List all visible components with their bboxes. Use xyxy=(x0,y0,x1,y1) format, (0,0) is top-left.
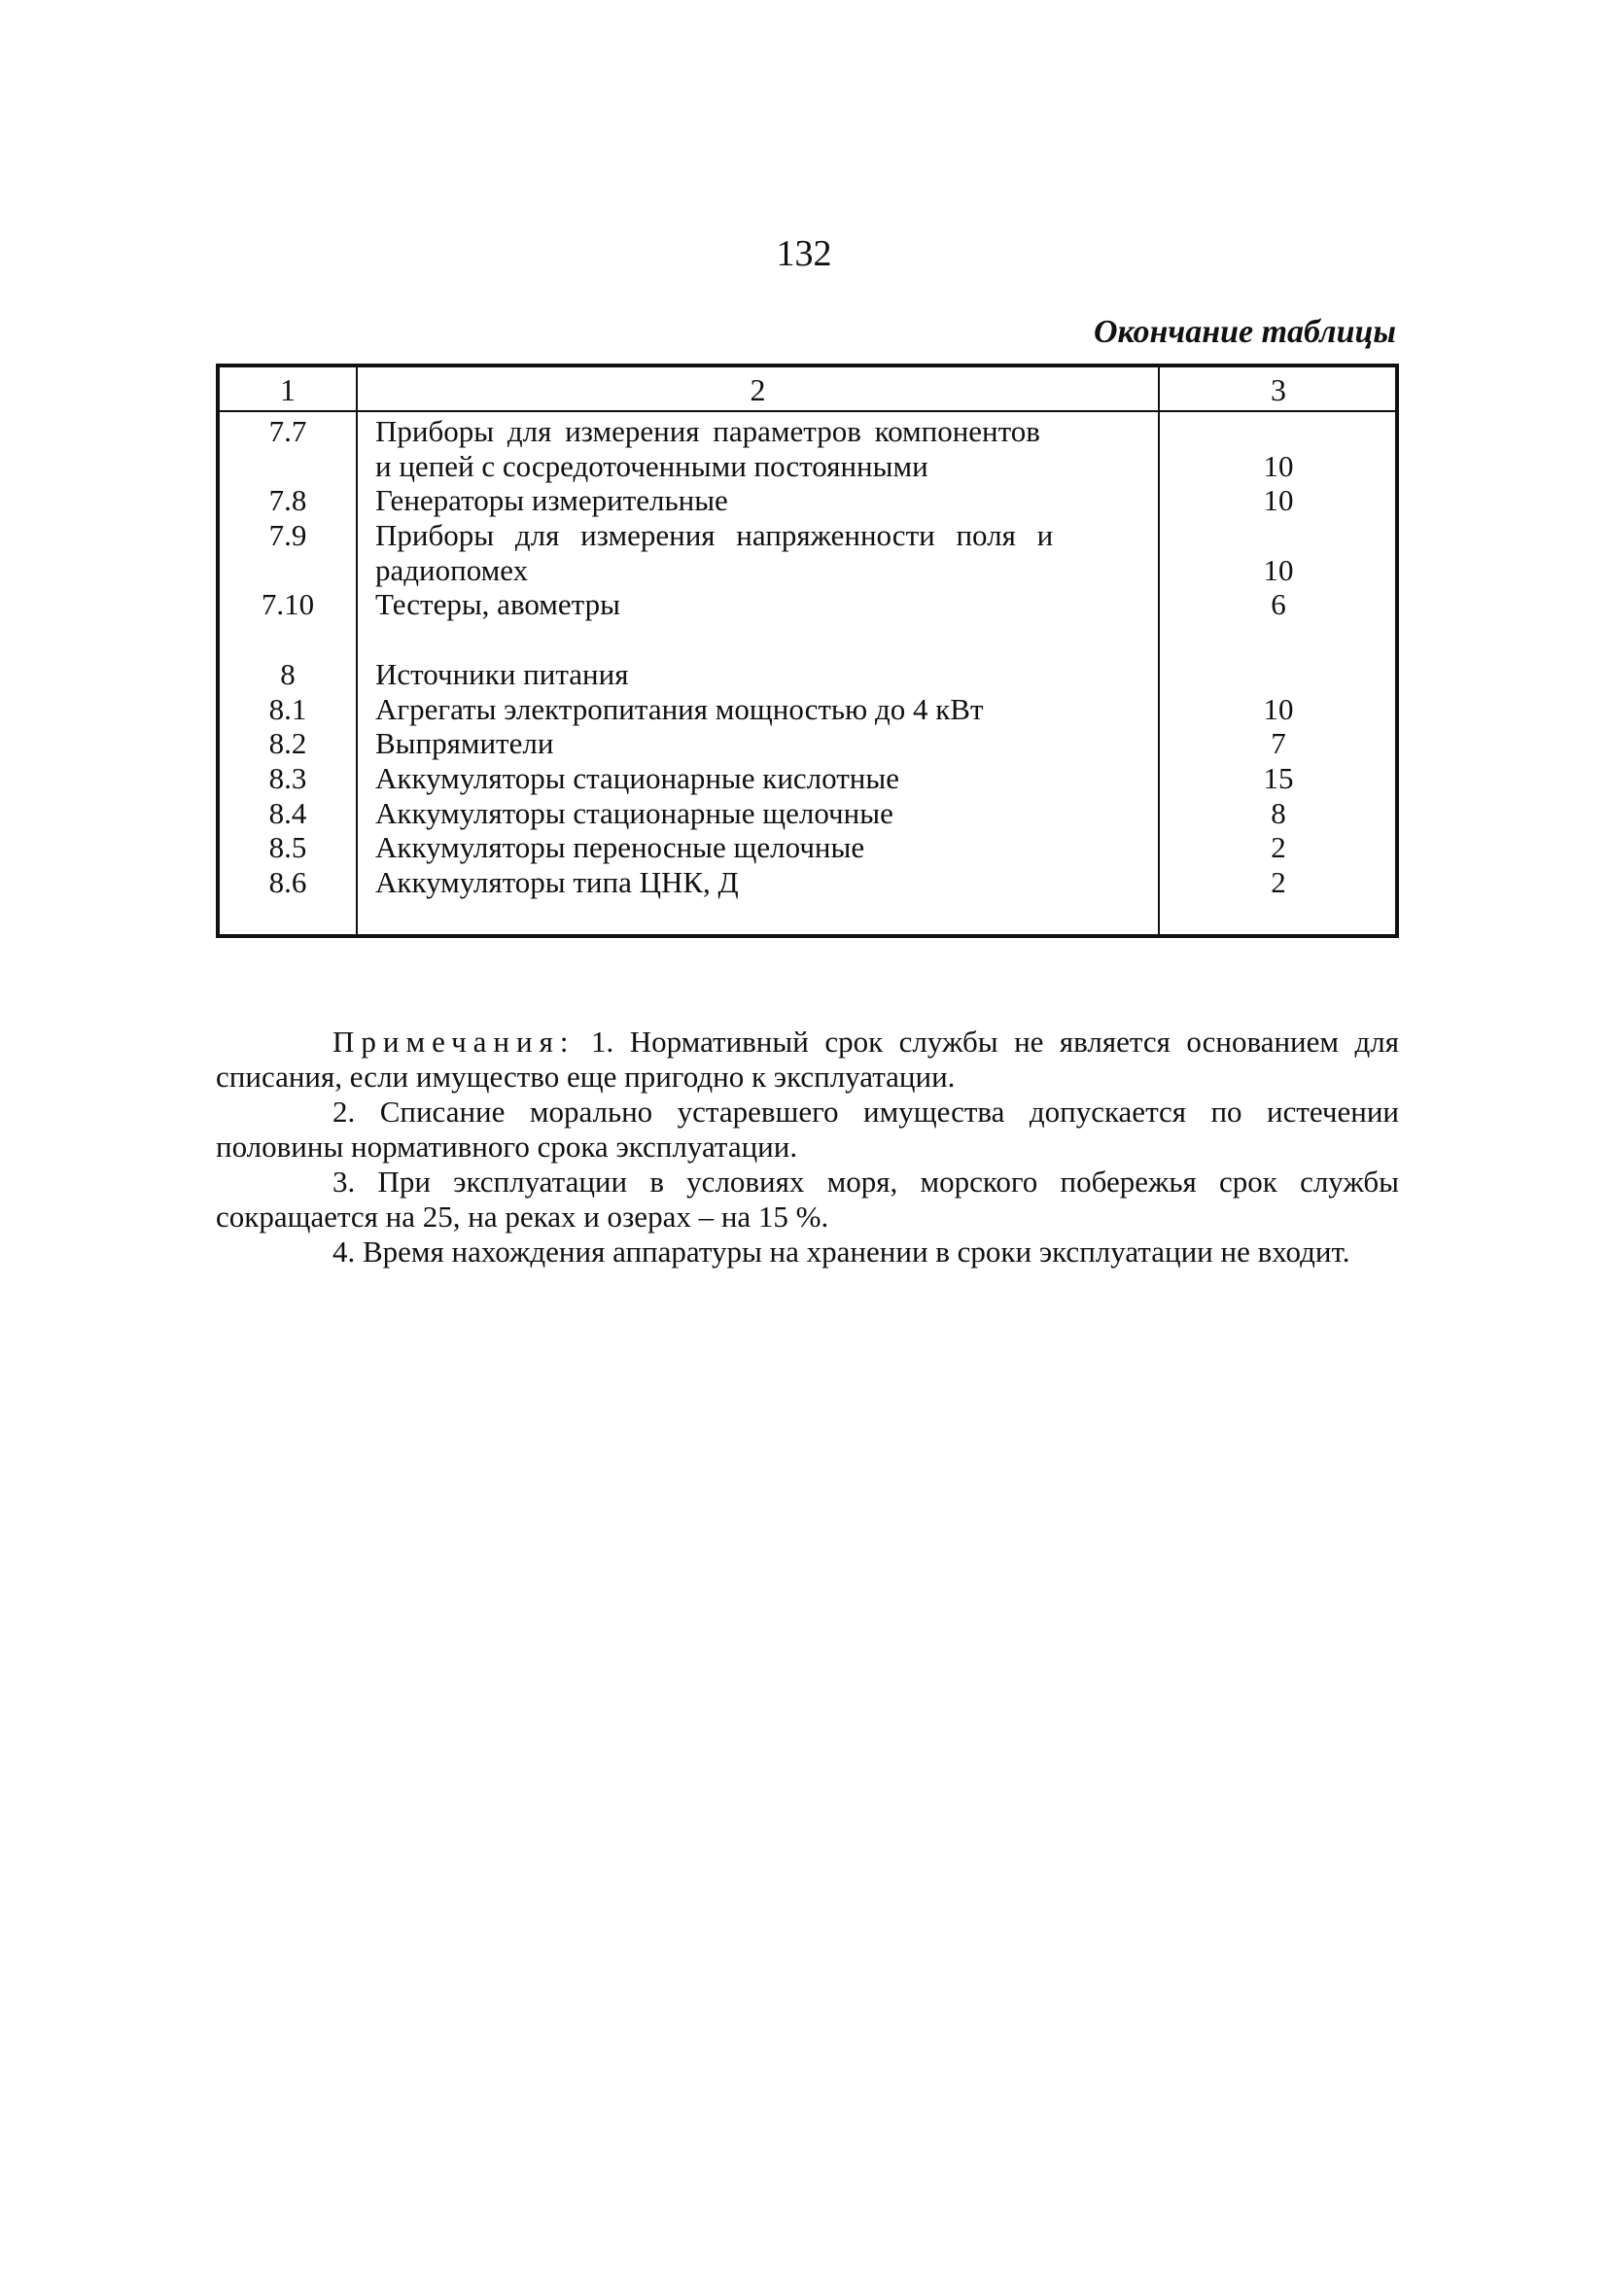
row-number: 8.6 xyxy=(268,864,307,899)
row-value: 2 xyxy=(1271,864,1286,899)
table-caption: Окончание таблицы xyxy=(1093,314,1396,350)
row-number: 7.7 xyxy=(268,414,307,448)
row-description: и цепей с сосредоточенными постоянными xyxy=(375,448,928,483)
table-row-spacer xyxy=(220,622,1395,657)
row-description: Источники питания xyxy=(375,656,629,691)
table-row xyxy=(220,657,1395,692)
row-description: Генераторы измерительные xyxy=(375,483,728,518)
row-number: 8 xyxy=(280,656,296,691)
note-item-2: 2. Списание морально устаревшего имущества допускается по истечении половины нормативного срока эксплуатации. xyxy=(216,1095,1399,1164)
row-description: радиопомех xyxy=(375,552,529,587)
row-number: 7.10 xyxy=(261,587,315,622)
notes-heading: Примечания: xyxy=(332,1025,576,1059)
row-number: 7.8 xyxy=(268,483,307,518)
data-table xyxy=(216,364,1399,938)
row-number: 7.9 xyxy=(268,518,307,553)
row-description: Аккумуляторы стационарные щелочные xyxy=(375,795,893,830)
table-row xyxy=(220,692,1395,727)
row-description: Тестеры, авометры xyxy=(375,587,620,622)
row-description-text: Приборы для измерения параметров компонентов xyxy=(375,414,1040,448)
row-description: Аккумуляторы переносные щелочные xyxy=(375,830,865,865)
row-value: 10 xyxy=(1263,483,1294,518)
table-row xyxy=(220,518,1395,553)
row-description-text: Приборы для измерения напряженности поля и xyxy=(375,518,1054,553)
note-item-4: 4. Время нахождения аппаратуры на хранении в сроки эксплуатации не входит. xyxy=(332,1235,1350,1269)
row-number: 8.4 xyxy=(268,795,307,830)
row-description xyxy=(375,414,1134,449)
table-row xyxy=(220,414,1395,449)
table-row xyxy=(220,726,1395,761)
row-number: 8.2 xyxy=(268,726,307,761)
row-value: 8 xyxy=(1271,795,1286,830)
table-row xyxy=(220,449,1395,484)
row-description: Аккумуляторы типа ЦНК, Д xyxy=(375,864,739,899)
row-number: 8.5 xyxy=(268,830,307,865)
header-cell-3: 3 xyxy=(1271,372,1286,407)
row-value: 10 xyxy=(1263,552,1294,587)
table-row xyxy=(220,483,1395,518)
header-divider xyxy=(220,410,1395,412)
table-row xyxy=(220,830,1395,865)
note-text: 1. Нормативный срок службы не является основанием для списания, если имущество еще пригодно к эксплуатации. xyxy=(216,1025,1400,1094)
table-row xyxy=(220,553,1395,588)
note-item-3: 3. При эксплуатации в условиях моря, морского побережья срок службы сокращается на 25, на реках и озерах – на 15 %. xyxy=(216,1165,1399,1234)
row-description: Выпрямители xyxy=(375,726,554,761)
row-value: 6 xyxy=(1271,587,1286,622)
row-value: 15 xyxy=(1263,760,1294,795)
table-row xyxy=(220,865,1395,900)
row-description: Аккумуляторы стационарные кислотные xyxy=(375,760,899,795)
row-description: Агрегаты электропитания мощностью до 4 кВт xyxy=(375,691,984,726)
notes-section xyxy=(216,1025,1399,1270)
row-number: 8.3 xyxy=(268,760,307,795)
table-row xyxy=(220,587,1395,622)
row-value: 7 xyxy=(1271,726,1286,761)
row-number: 8.1 xyxy=(268,691,307,726)
note-item-1 xyxy=(216,1025,1399,1095)
page-number: 132 xyxy=(776,233,832,274)
table-body xyxy=(220,414,1395,900)
table-row xyxy=(220,761,1395,796)
header-cell-1: 1 xyxy=(280,372,296,407)
table-header-row xyxy=(220,371,1395,408)
row-value: 10 xyxy=(1263,691,1294,726)
row-description xyxy=(375,518,1134,553)
row-value: 2 xyxy=(1271,830,1286,865)
table-row xyxy=(220,796,1395,831)
row-value: 10 xyxy=(1263,448,1294,483)
header-cell-2: 2 xyxy=(750,372,766,407)
